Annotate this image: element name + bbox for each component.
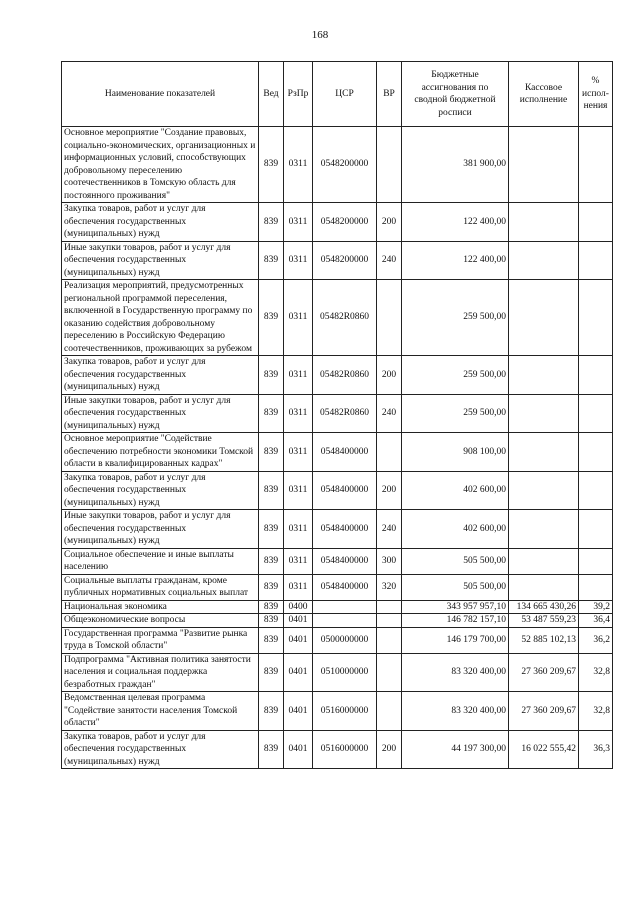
cell-ved: 839	[259, 394, 284, 433]
cell-cash	[509, 510, 579, 549]
cell-name: Государственная программа "Развитие рынка труда в Томской области"	[62, 627, 259, 653]
cell-assign: 343 957 957,10	[402, 600, 509, 614]
table-row	[62, 574, 613, 600]
cell-assign: 44 197 300,00	[402, 730, 509, 769]
cell-ved: 839	[259, 433, 284, 472]
table-body	[62, 127, 613, 769]
budget-table	[61, 61, 613, 769]
cell-csr: 0516000000	[313, 692, 377, 731]
table-row	[62, 653, 613, 692]
cell-csr: 05482R0860	[313, 356, 377, 395]
cell-pct	[579, 241, 613, 280]
cell-pct	[579, 127, 613, 203]
cell-cash	[509, 127, 579, 203]
cell-assign: 259 500,00	[402, 394, 509, 433]
cell-csr: 0510000000	[313, 653, 377, 692]
cell-csr	[313, 600, 377, 614]
cell-cash: 16 022 555,42	[509, 730, 579, 769]
cell-ved: 839	[259, 510, 284, 549]
cell-vr: 300	[377, 548, 402, 574]
cell-pct: 36,3	[579, 730, 613, 769]
table-header-row	[62, 62, 613, 127]
cell-pct	[579, 548, 613, 574]
cell-pct	[579, 394, 613, 433]
header-vr: ВР	[377, 62, 402, 127]
table-row	[62, 394, 613, 433]
cell-cash: 53 487 559,23	[509, 614, 579, 628]
table-row	[62, 600, 613, 614]
table-row	[62, 730, 613, 769]
cell-rzpr: 0401	[284, 627, 313, 653]
cell-vr: 200	[377, 730, 402, 769]
cell-name: Основное мероприятие "Создание правовых, социально-экономических, организационных и информационных условий, способствующих добровольному переселению соотечественников в Томскую область для постоянного проживания"	[62, 127, 259, 203]
cell-name: Закупка товаров, работ и услуг для обеспечения государственных (муниципальных) нужд	[62, 471, 259, 510]
cell-assign: 259 500,00	[402, 356, 509, 395]
table-row	[62, 356, 613, 395]
cell-assign: 122 400,00	[402, 203, 509, 242]
cell-pct: 36,4	[579, 614, 613, 628]
table-row	[62, 127, 613, 203]
cell-rzpr: 0311	[284, 127, 313, 203]
cell-pct: 32,8	[579, 692, 613, 731]
cell-name: Закупка товаров, работ и услуг для обеспечения государственных (муниципальных) нужд	[62, 730, 259, 769]
cell-pct	[579, 356, 613, 395]
cell-assign: 146 782 157,10	[402, 614, 509, 628]
cell-cash: 52 885 102,13	[509, 627, 579, 653]
cell-name: Социальное обеспечение и иные выплаты населению	[62, 548, 259, 574]
cell-csr	[313, 614, 377, 628]
cell-assign: 402 600,00	[402, 471, 509, 510]
cell-rzpr: 0311	[284, 433, 313, 472]
cell-pct	[579, 280, 613, 356]
header-csr: ЦСР	[313, 62, 377, 127]
header-pct: % испол-нения	[579, 62, 613, 127]
table-row	[62, 692, 613, 731]
cell-rzpr: 0311	[284, 241, 313, 280]
cell-cash	[509, 394, 579, 433]
cell-name: Иные закупки товаров, работ и услуг для обеспечения государственных (муниципальных) нужд	[62, 241, 259, 280]
cell-vr: 200	[377, 471, 402, 510]
cell-cash	[509, 241, 579, 280]
cell-name: Национальная экономика	[62, 600, 259, 614]
cell-rzpr: 0311	[284, 203, 313, 242]
table-row	[62, 627, 613, 653]
cell-pct	[579, 471, 613, 510]
cell-cash: 134 665 430,26	[509, 600, 579, 614]
cell-csr: 0548400000	[313, 548, 377, 574]
cell-assign: 402 600,00	[402, 510, 509, 549]
cell-vr: 200	[377, 356, 402, 395]
cell-csr: 05482R0860	[313, 280, 377, 356]
cell-ved: 839	[259, 614, 284, 628]
cell-vr: 240	[377, 241, 402, 280]
cell-csr: 0548200000	[313, 203, 377, 242]
header-cash: Кассовое исполнение	[509, 62, 579, 127]
cell-name: Закупка товаров, работ и услуг для обеспечения государственных (муниципальных) нужд	[62, 203, 259, 242]
cell-name: Общеэкономические вопросы	[62, 614, 259, 628]
cell-vr	[377, 627, 402, 653]
cell-name: Реализация мероприятий, предусмотренных региональной программой переселения, включенной в Государственную программу по оказанию содействия добровольному переселению в Российскую Федерацию соотечественников, проживающих за рубежом	[62, 280, 259, 356]
cell-rzpr: 0311	[284, 510, 313, 549]
cell-pct	[579, 203, 613, 242]
cell-name: Основное мероприятие "Содействие обеспечению потребности экономики Томской области в квалифицированных кадрах"	[62, 433, 259, 472]
cell-assign: 381 900,00	[402, 127, 509, 203]
cell-vr	[377, 127, 402, 203]
cell-csr: 0548400000	[313, 574, 377, 600]
cell-vr	[377, 614, 402, 628]
cell-ved: 839	[259, 548, 284, 574]
cell-cash	[509, 356, 579, 395]
cell-csr: 0516000000	[313, 730, 377, 769]
cell-ved: 839	[259, 653, 284, 692]
header-name: Наименование показателей	[62, 62, 259, 127]
cell-assign: 505 500,00	[402, 548, 509, 574]
header-ved: Вед	[259, 62, 284, 127]
table-row	[62, 548, 613, 574]
cell-name: Ведомственная целевая программа "Содействие занятости населения Томской области"	[62, 692, 259, 731]
cell-pct: 32,8	[579, 653, 613, 692]
cell-vr	[377, 280, 402, 356]
cell-assign: 505 500,00	[402, 574, 509, 600]
cell-name: Иные закупки товаров, работ и услуг для обеспечения государственных (муниципальных) нужд	[62, 394, 259, 433]
table-row	[62, 203, 613, 242]
cell-csr: 0548400000	[313, 510, 377, 549]
cell-ved: 839	[259, 471, 284, 510]
table-row	[62, 280, 613, 356]
cell-csr: 0548400000	[313, 433, 377, 472]
cell-cash	[509, 471, 579, 510]
cell-ved: 839	[259, 574, 284, 600]
cell-rzpr: 0311	[284, 394, 313, 433]
cell-csr: 05482R0860	[313, 394, 377, 433]
cell-pct	[579, 574, 613, 600]
cell-rzpr: 0401	[284, 730, 313, 769]
cell-rzpr: 0401	[284, 692, 313, 731]
cell-rzpr: 0400	[284, 600, 313, 614]
cell-vr: 240	[377, 394, 402, 433]
cell-assign: 259 500,00	[402, 280, 509, 356]
cell-ved: 839	[259, 127, 284, 203]
cell-cash	[509, 548, 579, 574]
cell-name: Закупка товаров, работ и услуг для обеспечения государственных (муниципальных) нужд	[62, 356, 259, 395]
cell-csr: 0548400000	[313, 471, 377, 510]
page-number: 168	[311, 29, 329, 41]
cell-assign: 146 179 700,00	[402, 627, 509, 653]
cell-rzpr: 0311	[284, 574, 313, 600]
cell-pct: 39,2	[579, 600, 613, 614]
cell-assign: 908 100,00	[402, 433, 509, 472]
cell-csr: 0548200000	[313, 241, 377, 280]
cell-ved: 839	[259, 692, 284, 731]
table-row	[62, 510, 613, 549]
cell-rzpr: 0311	[284, 356, 313, 395]
cell-assign: 83 320 400,00	[402, 692, 509, 731]
cell-cash: 27 360 209,67	[509, 692, 579, 731]
cell-vr	[377, 433, 402, 472]
cell-cash	[509, 203, 579, 242]
cell-pct: 36,2	[579, 627, 613, 653]
cell-cash	[509, 280, 579, 356]
cell-ved: 839	[259, 600, 284, 614]
cell-assign: 122 400,00	[402, 241, 509, 280]
header-assign: Бюджетные ассигнования по сводной бюджетной росписи	[402, 62, 509, 127]
cell-rzpr: 0401	[284, 653, 313, 692]
cell-pct	[579, 510, 613, 549]
cell-cash	[509, 433, 579, 472]
table-row	[62, 241, 613, 280]
cell-rzpr: 0311	[284, 548, 313, 574]
cell-ved: 839	[259, 356, 284, 395]
cell-vr: 320	[377, 574, 402, 600]
cell-vr: 240	[377, 510, 402, 549]
cell-assign: 83 320 400,00	[402, 653, 509, 692]
cell-cash: 27 360 209,67	[509, 653, 579, 692]
cell-name: Подпрограмма "Активная политика занятости населения и социальная поддержка безработных граждан"	[62, 653, 259, 692]
cell-vr	[377, 653, 402, 692]
cell-name: Иные закупки товаров, работ и услуг для обеспечения государственных (муниципальных) нужд	[62, 510, 259, 549]
cell-cash	[509, 574, 579, 600]
cell-pct	[579, 433, 613, 472]
cell-rzpr: 0311	[284, 280, 313, 356]
cell-rzpr: 0401	[284, 614, 313, 628]
cell-ved: 839	[259, 627, 284, 653]
cell-csr: 0500000000	[313, 627, 377, 653]
cell-ved: 839	[259, 280, 284, 356]
table-row	[62, 614, 613, 628]
cell-csr: 0548200000	[313, 127, 377, 203]
cell-vr	[377, 600, 402, 614]
cell-ved: 839	[259, 730, 284, 769]
cell-ved: 839	[259, 241, 284, 280]
cell-vr	[377, 692, 402, 731]
cell-name: Социальные выплаты гражданам, кроме публичных нормативных социальных выплат	[62, 574, 259, 600]
cell-vr: 200	[377, 203, 402, 242]
table-row	[62, 433, 613, 472]
cell-rzpr: 0311	[284, 471, 313, 510]
cell-ved: 839	[259, 203, 284, 242]
table-row	[62, 471, 613, 510]
header-rzpr: РзПр	[284, 62, 313, 127]
